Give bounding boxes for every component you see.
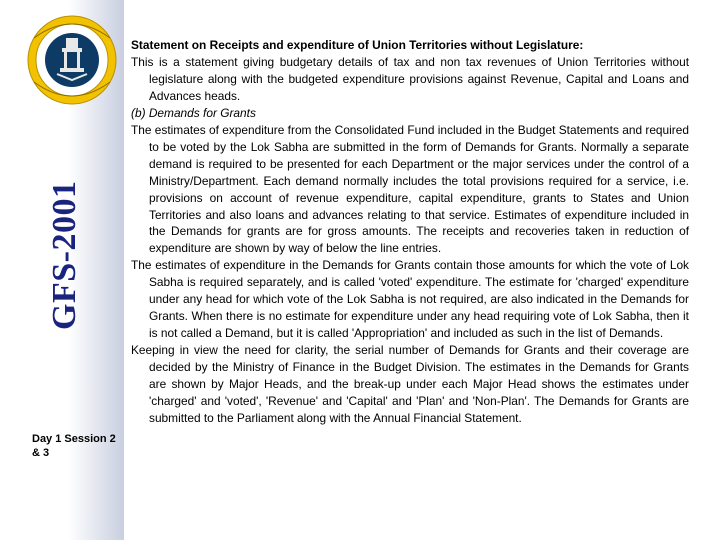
statement-heading: Statement on Receipts and expenditure of Union Territories without Legislature:: [131, 38, 584, 52]
paragraph-voted-charged: The estimates of expenditure in the Demands for Grants contain those amounts for which the vote of Lok Sabha is required separately, and is called 'voted' expenditure. The estimate for 'charged' expenditure under any head for which vote of the Lok Sabha is not required, are also indicated in the Demands for Grants. When there is no estimate for expenditure under any head requiring vote of Lok Sabha, then it is not called a Demand, but it is called 'Appropriation' and included as such in the list of Demands.: [131, 258, 689, 341]
left-sidebar: [0, 0, 124, 540]
paragraph-estimates: The estimates of expenditure from the Consolidated Fund included in the Budget Statements and required to be voted by the Lok Sabha are submitted in the form of Demands for Grants. Normally a separate demand is required to be presented for each Department or the major services under the control of a Ministry/Department. Each demand normally includes the total provisions required for a service, i.e. provisions on account of revenue expenditure, capital expenditure, grants to States and Union Territories and also loans and advances relating to that service. Estimates of expenditure included in the Demands for grants are for gross amounts. The receipts and recoveries taken in reduction of expenditure are shown by way of below the line entries.: [131, 122, 689, 256]
emblem-seal-logo: [24, 8, 122, 120]
main-content: [131, 37, 689, 427]
paragraph-statement: This is a statement giving budgetary details of tax and non tax revenues of Union Territories without legislature along with the budgeted expenditure provisions against Revenue, Capital and Loans and Advances heads.: [131, 54, 689, 103]
vertical-title-text: GFS-2001: [46, 180, 83, 330]
session-label: Day 1 Session 2 & 3: [32, 433, 116, 459]
paragraph-clarity: Keeping in view the need for clarity, the serial number of Demands for Grants and their coverage are decided by the Ministry of Finance in the Budget Division. The estimates in the Demands for Grants are shown by Major Heads, and the break-up under each Major Head shows the estimates under 'charged' and 'voted', 'Revenue' and 'Capital' and 'Plan' and 'Non-Plan'. The Demands for Grants are submitted to the Parliament along with the Annual Financial Statement.: [131, 343, 689, 425]
subheading-demands: (b) Demands for Grants: [131, 105, 256, 120]
vertical-title: [46, 180, 83, 340]
